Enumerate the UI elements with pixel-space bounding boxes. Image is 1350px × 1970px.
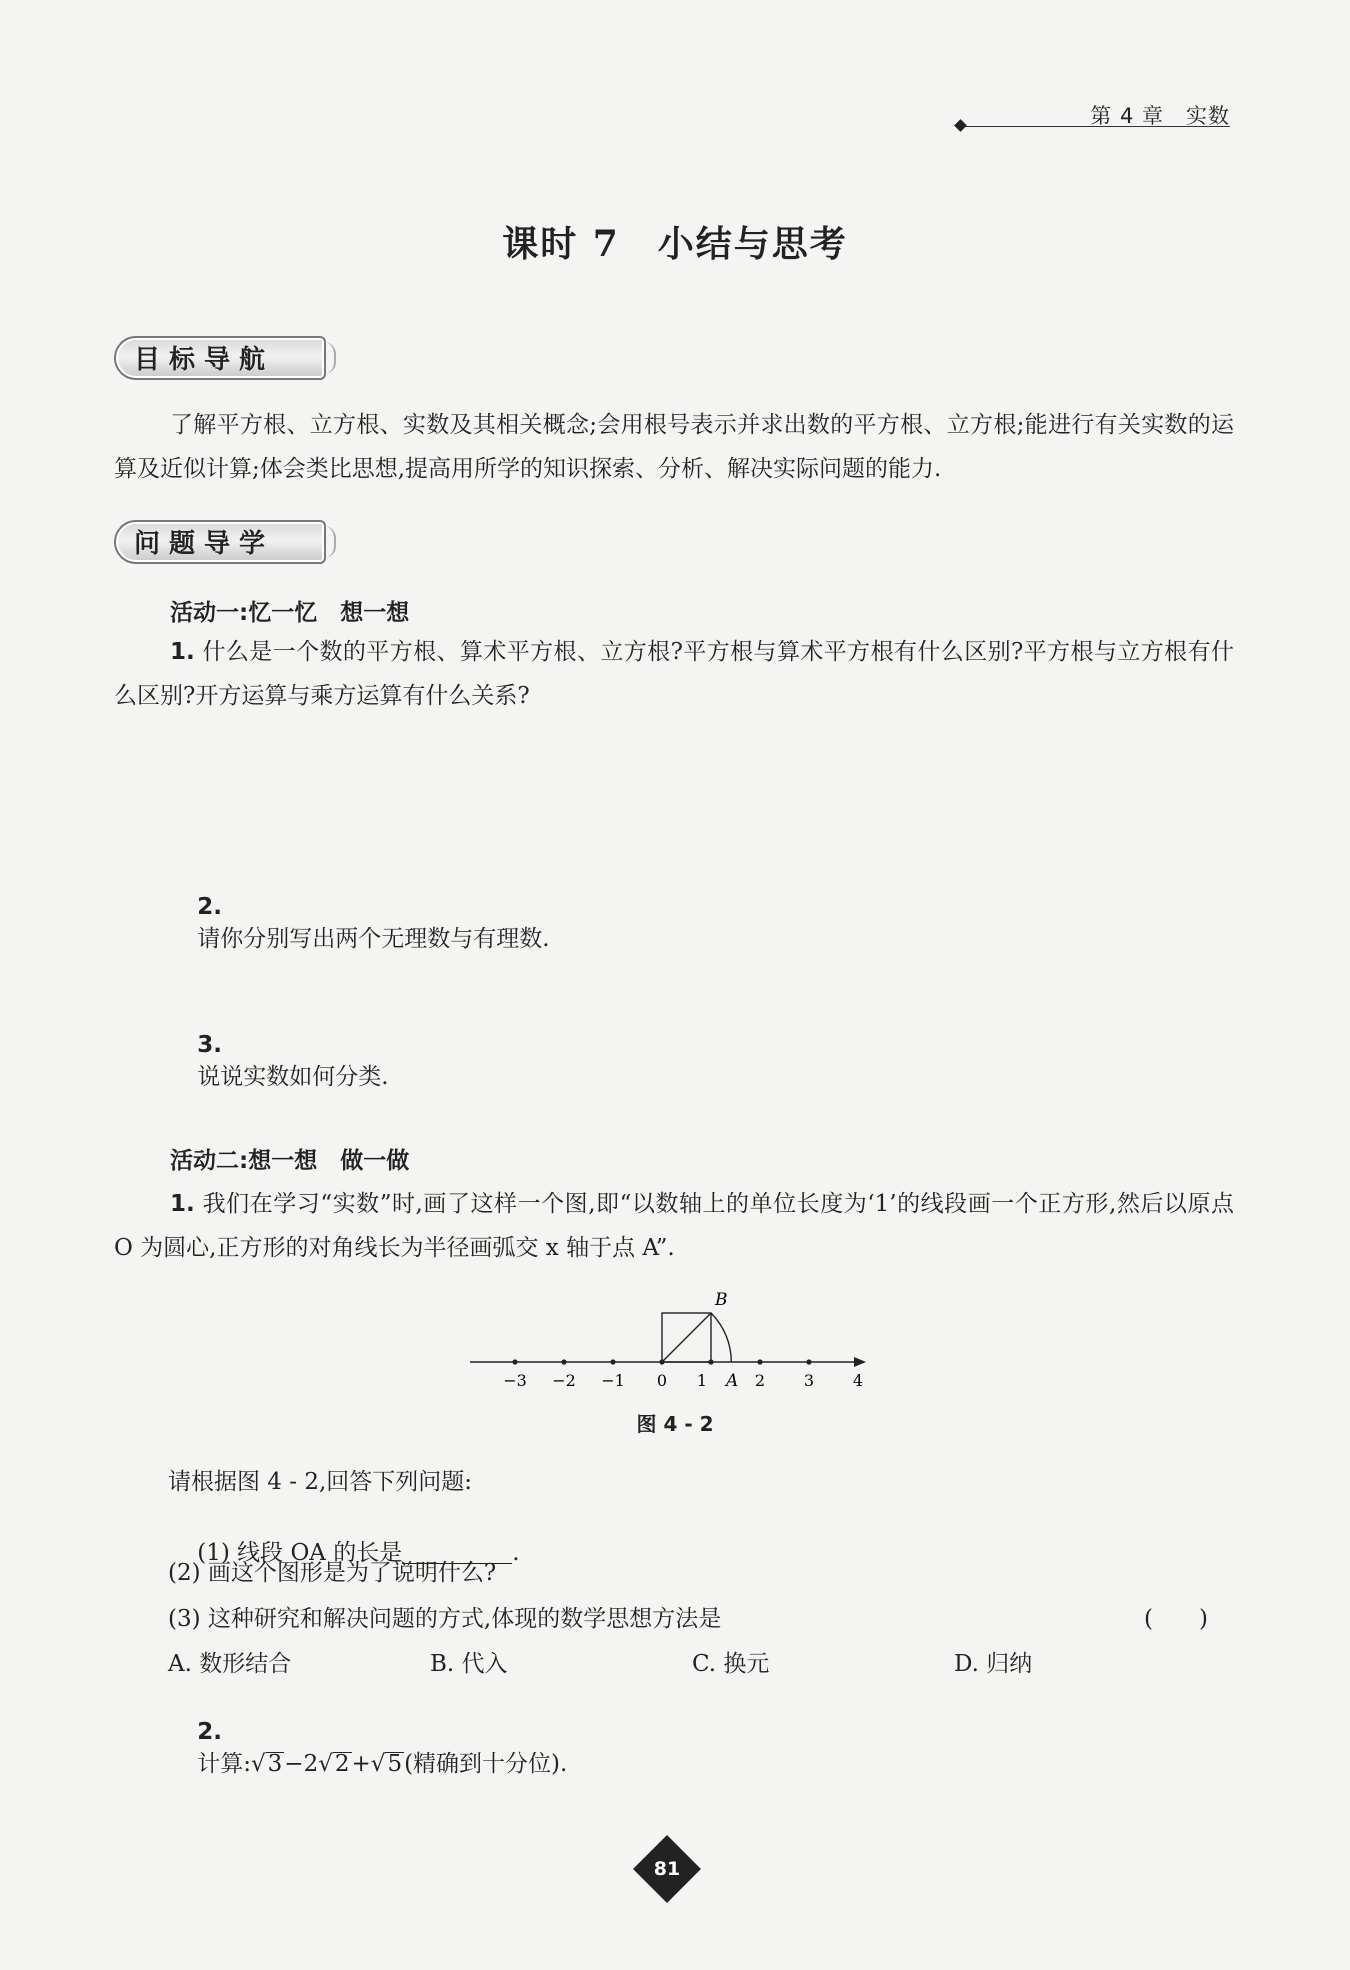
sub-question-2: (2) 画这个图形是为了说明什么? [168, 1560, 497, 1586]
option-a: A. 数形结合 [168, 1651, 292, 1677]
option-c: C. 换元 [692, 1651, 770, 1677]
question-number: 1. [170, 639, 195, 665]
tick-mark [610, 1359, 615, 1364]
option-b: B. 代入 [430, 1651, 508, 1677]
radicand: 3 [267, 1751, 283, 1777]
radical-sign-icon: √ [370, 1751, 386, 1777]
tick-label: 4 [852, 1371, 864, 1390]
section-badge-goal: 目标导航 [114, 336, 326, 380]
tick-group [503, 1359, 863, 1390]
number-line-figure [470, 1290, 880, 1400]
page-number: 81 [653, 1858, 681, 1880]
radicand: 5 [387, 1751, 403, 1777]
tick-mark [806, 1359, 811, 1364]
sub-question-end: . [512, 1540, 520, 1566]
figure-caption: 图 4 - 2 [636, 1412, 714, 1436]
question-text-end: (精确到十分位). [404, 1751, 568, 1777]
question-text: 请你分别写出两个无理数与有理数. [197, 926, 550, 952]
radicand: 2 [334, 1751, 350, 1777]
question-text: 什么是一个数的平方根、算术平方根、立方根?平方根与算术平方根有什么区别?平方根与立方根有什么区别?开方运算与乘方运算有什么关系? [114, 639, 1234, 709]
label-b: B [715, 1290, 728, 1310]
activity1-question2 [168, 868, 550, 979]
activity2-title: 活动二:想一想 做一做 [170, 1148, 410, 1174]
header-diamond-icon [954, 119, 967, 132]
chapter-header: 第 4 章 实数 [1090, 104, 1230, 128]
activity2-question2 [168, 1693, 567, 1804]
question-number: 3. [197, 1032, 222, 1058]
goal-paragraph: 了解平方根、立方根、实数及其相关概念;会用根号表示并求出数的平方根、立方根;能进行有关实数的运算及近似计算;体会类比思想,提高用所学的知识探索、分析、解决实际问题的能力. [114, 412, 1234, 482]
tick-mark [757, 1359, 762, 1364]
activity2-question1 [114, 1182, 1234, 1270]
diagonal-ob [662, 1313, 711, 1362]
tick-label: −2 [552, 1371, 576, 1390]
activity1-title: 活动一:忆一忆 想一想 [170, 600, 410, 626]
question-text: 说说实数如何分类. [197, 1064, 389, 1090]
tick-label: 1 [696, 1371, 708, 1390]
tick-label: −3 [503, 1371, 527, 1390]
lesson-title: 课时 7 小结与思考 [502, 223, 848, 265]
arc-ba [711, 1313, 731, 1362]
answer-parentheses[interactable]: ( ) [1144, 1606, 1208, 1632]
question-number: 2. [197, 894, 222, 920]
activity1-question3 [168, 1006, 389, 1117]
tick-label: 0 [656, 1371, 668, 1390]
header-rule [962, 126, 1230, 127]
operator: −2 [284, 1751, 319, 1777]
sub-question-text: (1) 线段 OA 的长是 [197, 1540, 403, 1566]
section-badge-guide: 问题导学 [114, 520, 326, 564]
radical-sign-icon: √ [251, 1751, 266, 1777]
radical-sign-icon: √ [318, 1751, 333, 1777]
question-number: 2. [197, 1719, 222, 1745]
tick-mark [855, 1359, 860, 1364]
question-text: 我们在学习“实数”时,画了这样一个图,即“以数轴上的单位长度为‘1’的线段画一个正方形,然后以原点 O 为圆心,正方形的对角线长为半径画弧交 x 轴于点 A”. [114, 1191, 1234, 1261]
question-number: 1. [170, 1191, 195, 1217]
activity2-prompt: 请根据图 4 - 2,回答下列问题: [168, 1469, 473, 1495]
label-a: A [726, 1371, 739, 1391]
tick-label: 2 [754, 1371, 766, 1390]
tick-label: −1 [601, 1371, 625, 1390]
sub-question-3: (3) 这种研究和解决问题的方式,体现的数学思想方法是 [168, 1606, 722, 1632]
question-text: 计算: [197, 1751, 251, 1777]
activity1-question1 [114, 630, 1234, 718]
operator: + [351, 1751, 371, 1777]
tick-mark [561, 1359, 566, 1364]
tick-mark [512, 1359, 517, 1364]
option-d: D. 归纳 [954, 1651, 1033, 1677]
tick-label: 3 [803, 1371, 815, 1390]
